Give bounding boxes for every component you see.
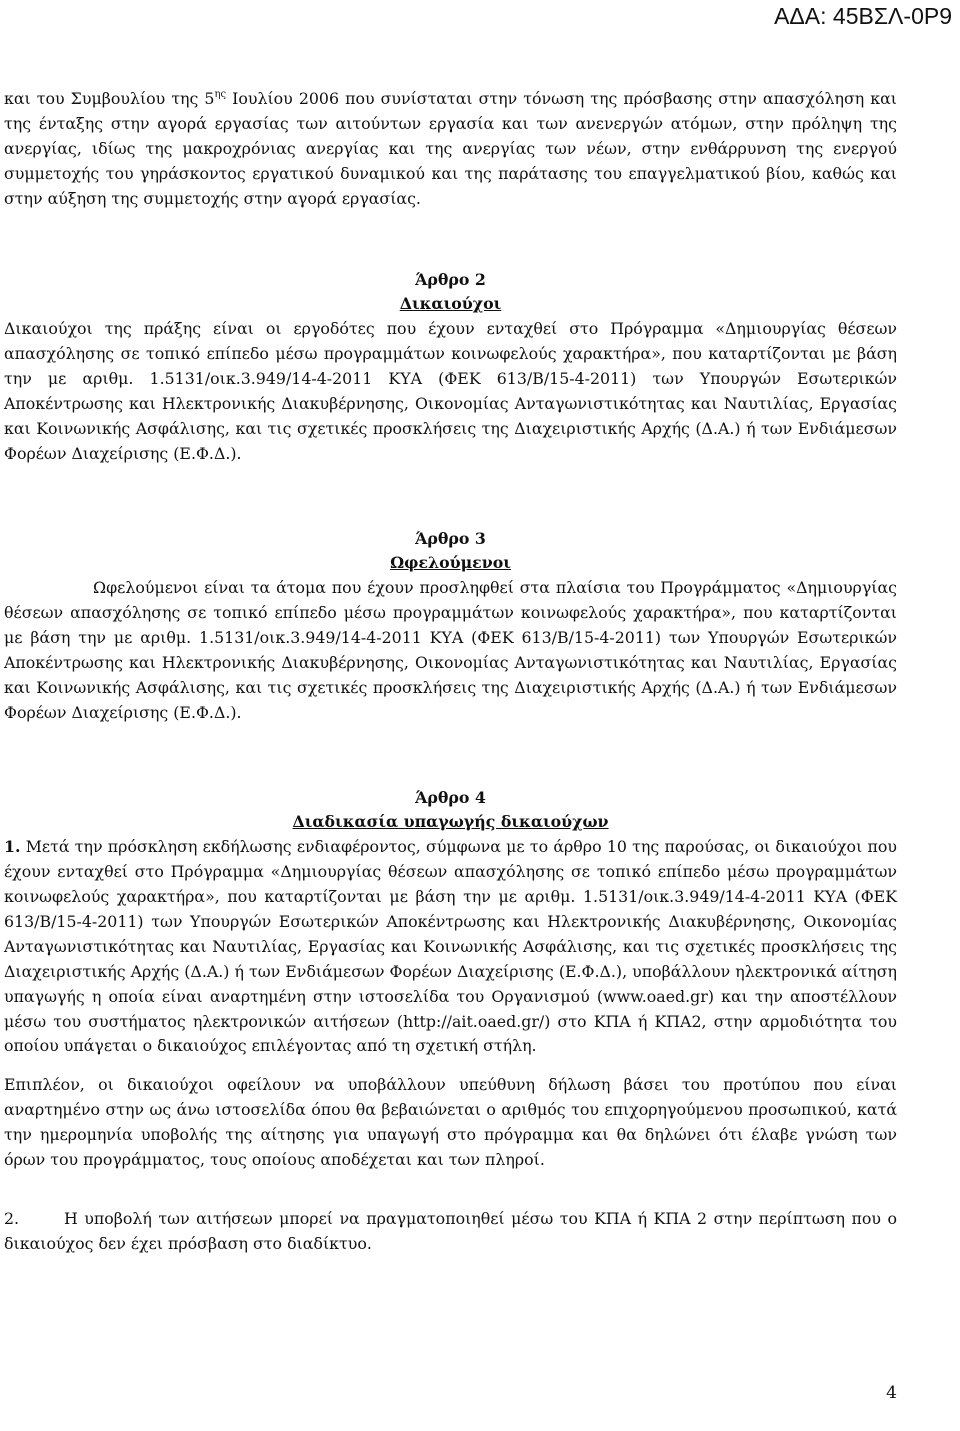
item-1-text: Μετά την πρόσκληση εκδήλωσης ενδιαφέροντος, σύμφωνα με το άρθρο 10 της παρούσας, οι δικαιούχοι που έχουν ενταχθεί στο Πρόγραμμα «Δημιουργίας θέσεων απασχόλησης σε τοπικό επίπεδο μέσω προγραμμάτων κοινωφελούς χαρακτήρα», που καταρτίζονται με βάση την με αριθμ. 1.5131/οικ.3.949/14-4-2011 ΚΥΑ (ΦΕΚ 613/Β/15-4-2011) των Υπουργών Εσωτερικών Αποκέντρωσης και Ηλεκτρονικής Διακυβέρνησης, Οικονομίας Ανταγωνιστικότητας και Ναυτιλίας, Εργασίας και Κοινωνικής Ασφάλισης, και τις σχετικές προσκλήσεις της Διαχειριστικής Αρχής (Δ.Α.) ή των Ενδιάμεσων Φορέων Διαχείρισης (Ε.Φ.Δ.), υποβάλλουν ηλεκτρονικά αίτηση υπαγωγής η οποία είναι αναρτημένη στην ιστοσελίδα του Οργανισμού (www.oaed.gr) και την αποστέλλουν μέσω του συστήματος ηλεκτρονικών αιτήσεων (http://ait.oaed.gr/) στο ΚΠΑ ή ΚΠΑ2, στην αρμοδιότητα του οποίου υπάγεται ο δικαιούχος επιλέγοντας από τη σχετική στήλη. [4, 837, 897, 1056]
ada-code: ΑΔΑ: 45ΒΣΛ-0Ρ9 [774, 3, 952, 29]
article-3-subtitle: Ωφελούμενοι [390, 553, 511, 573]
article-2-body: Δικαιούχοι της πράξης είναι οι εργοδότες που έχουν ενταχθεί στο Πρόγραμμα «Δημιουργίας θέσεων απασχόλησης σε τοπικό επίπεδο μέσω προγραμμάτων κοινωφελούς χαρακτήρα», που καταρτίζονται με βάση την με αριθμ. 1.5131/οικ.3.949/14-4-2011 ΚΥΑ (ΦΕΚ 613/Β/15-4-2011) των Υπουργών Εσωτερικών Αποκέντρωσης και Ηλεκτρονικής Διακυβέρνησης, Οικονομίας Ανταγωνιστικότητας και Ναυτιλίας, Εργασίας και Κοινωνικής Ασφάλισης, και τις σχετικές προσκλήσεις της Διαχειριστικής Αρχής (Δ.Α.) ή των Ενδιάμεσων Φορέων Διαχείρισης (Ε.Φ.Δ.). [4, 319, 897, 463]
article-4-title: Άρθρο 4 [415, 787, 486, 807]
intro-paragraph [4, 83, 897, 212]
page-number: 4 [886, 1383, 897, 1403]
ordinal-superscript: ης [214, 89, 227, 100]
article-4-item-1 [4, 835, 897, 1059]
article-4-item-2 [4, 1207, 897, 1257]
item-2-number: 2. [4, 1208, 20, 1228]
article-3-title: Άρθρο 3 [415, 528, 486, 548]
article-3-body: Ωφελούμενοι είναι τα άτομα που έχουν προσληφθεί στα πλαίσια του Προγράμματος «Δημιουργίας θέσεων απασχόλησης σε τοπικό επίπεδο μέσω προγραμμάτων κοινωφελούς χαρακτήρα», που καταρτίζονται με βάση την με αριθμ. 1.5131/οικ.3.949/14-4-2011 ΚΥΑ (ΦΕΚ 613/Β/15-4-2011) των Υπουργών Εσωτερικών Αποκέντρωσης και Ηλεκτρονικής Διακυβέρνησης, Οικονομίας Ανταγωνιστικότητας και Ναυτιλίας, Εργασίας και Κοινωνικής Ασφάλισης, και τις σχετικές προσκλήσεις της Διαχειριστικής Αρχής (Δ.Α.) ή των Ενδιάμεσων Φορέων Διαχείρισης (Ε.Φ.Δ.). [4, 578, 897, 722]
article-2-title: Άρθρο 2 [415, 269, 486, 289]
intro-text-start: και του Συμβουλίου της 5 [4, 89, 215, 108]
item-1-number: 1. [4, 837, 21, 857]
document-page [4, 83, 897, 1257]
article-2-subtitle: Δικαιούχοι [399, 294, 502, 314]
intro-text-rest: Ιουλίου 2006 που συνίσταται στην τόνωση της πρόσβασης στην απασχόληση και της ένταξης στην αγορά εργασίας των αιτούντων εργασία και των ανενεργών ατόμων, στην πρόληψη της ανεργίας, ιδίως της μακροχρόνιας ανεργίας και της ανεργίας των νέων, στην ενθάρρυνση της ενεργού συμμετοχής του γηράσκοντος εργατικού δυναμικού και της παράτασης του επαγγελματικού βίου, καθώς και στην αύξηση της συμμετοχής στην αγορά εργασίας. [4, 89, 897, 208]
item-2-text: Η υποβολή των αιτήσεων μπορεί να πραγματοποιηθεί μέσω του ΚΠΑ ή ΚΠΑ 2 στην περίπτωση που ο δικαιούχος δεν έχει πρόσβαση στο διαδίκτυο. [4, 1208, 897, 1253]
article-4-paragraph-2: Επιπλέον, οι δικαιούχοι οφείλουν να υποβάλλουν υπεύθυνη δήλωση βάσει του προτύπου που είναι αναρτημένο στην ως άνω ιστοσελίδα όπου θα βεβαιώνεται ο αριθμός του επιχορηγούμενου προσωπικού, κατά την ημερομηνία υποβολής της αίτησης για υπαγωγή στο πρόγραμμα και θα δηλώνει ότι έλαβε γνώση των όρων του προγράμματος, τους οποίους αποδέχεται και των πληροί. [4, 1075, 897, 1170]
article-4-subtitle: Διαδικασία υπαγωγής δικαιούχων [292, 812, 609, 832]
